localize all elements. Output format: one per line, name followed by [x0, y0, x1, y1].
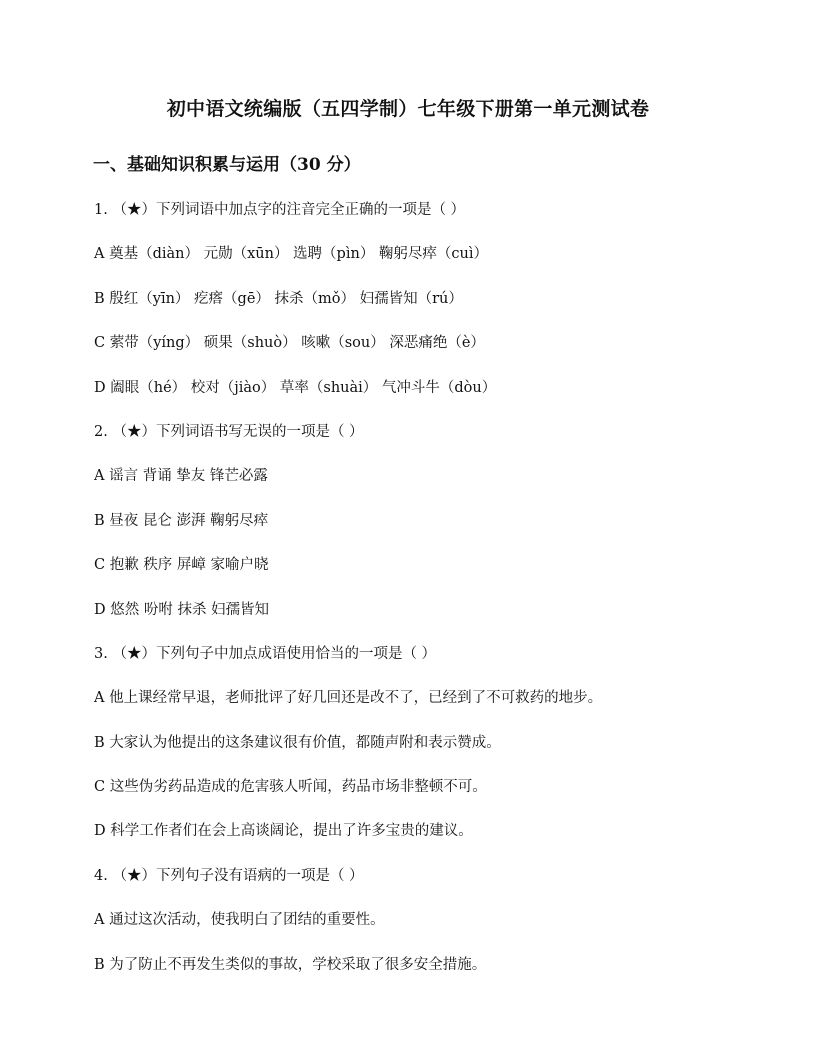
- question-1-option-c: C 萦带（yíng） 硕果（shuò） 咳嗽（sou） 深恶痛绝（è）: [94, 335, 485, 352]
- question-4-stem: 4. （★）下列句子没有语病的一项是（ ）: [94, 867, 364, 884]
- section-heading: 一、基础知识积累与运用（30 分）: [93, 155, 361, 175]
- question-4-option-b: B 为了防止不再发生类似的事故，学校采取了很多安全措施。: [94, 956, 487, 973]
- question-1-stem: 1. （★）下列词语中加点字的注音完全正确的一项是（ ）: [94, 202, 466, 218]
- question-4-option-a: A 通过这次活动，使我明白了团结的重要性。: [94, 912, 385, 929]
- question-2-option-c: C 抱歉 秩序 屏嶂 家喻户晓: [94, 557, 269, 574]
- question-2-option-d: D 悠然 吩咐 抹杀 妇孺皆知: [94, 601, 270, 618]
- question-1-option-a: A 奠基（diàn） 元勋（xūn） 选聘（pìn） 鞠躬尽瘁（cuì）: [94, 246, 489, 263]
- question-2-stem: 2. （★）下列词语书写无误的一项是（ ）: [94, 423, 364, 440]
- question-3-option-c: C 这些伪劣药品造成的危害骇人听闻，药品市场非整顿不可。: [94, 779, 487, 796]
- question-2-option-b: B 昼夜 昆仑 澎湃 鞠躬尽瘁: [94, 512, 269, 529]
- question-3-option-a: A 他上课经常早退，老师批评了好几回还是改不了，已经到了不可救药的地步。: [94, 690, 603, 707]
- question-3-option-d: D 科学工作者们在会上高谈阔论，提出了许多宝贵的建议。: [94, 823, 473, 840]
- question-3-stem: 3. （★）下列句子中加点成语使用恰当的一项是（ ）: [94, 645, 437, 662]
- question-2-option-a: A 谣言 背诵 挚友 锋芒必露: [94, 468, 268, 485]
- question-1-option-b: B 殷红（yīn） 疙瘩（gē） 抹杀（mǒ） 妇孺皆知（rú）: [94, 290, 463, 307]
- question-1-option-d: D 阖眼（hé） 校对（jiào） 草率（shuài） 气冲斗牛（dòu）: [94, 379, 497, 396]
- page-title: 初中语文统编版（五四学制）七年级下册第一单元测试卷: [166, 98, 650, 120]
- question-list: [94, 198, 794, 997]
- question-3-option-b: B 大家认为他提出的这条建议很有价值，都随声附和表示赞成。: [94, 734, 501, 751]
